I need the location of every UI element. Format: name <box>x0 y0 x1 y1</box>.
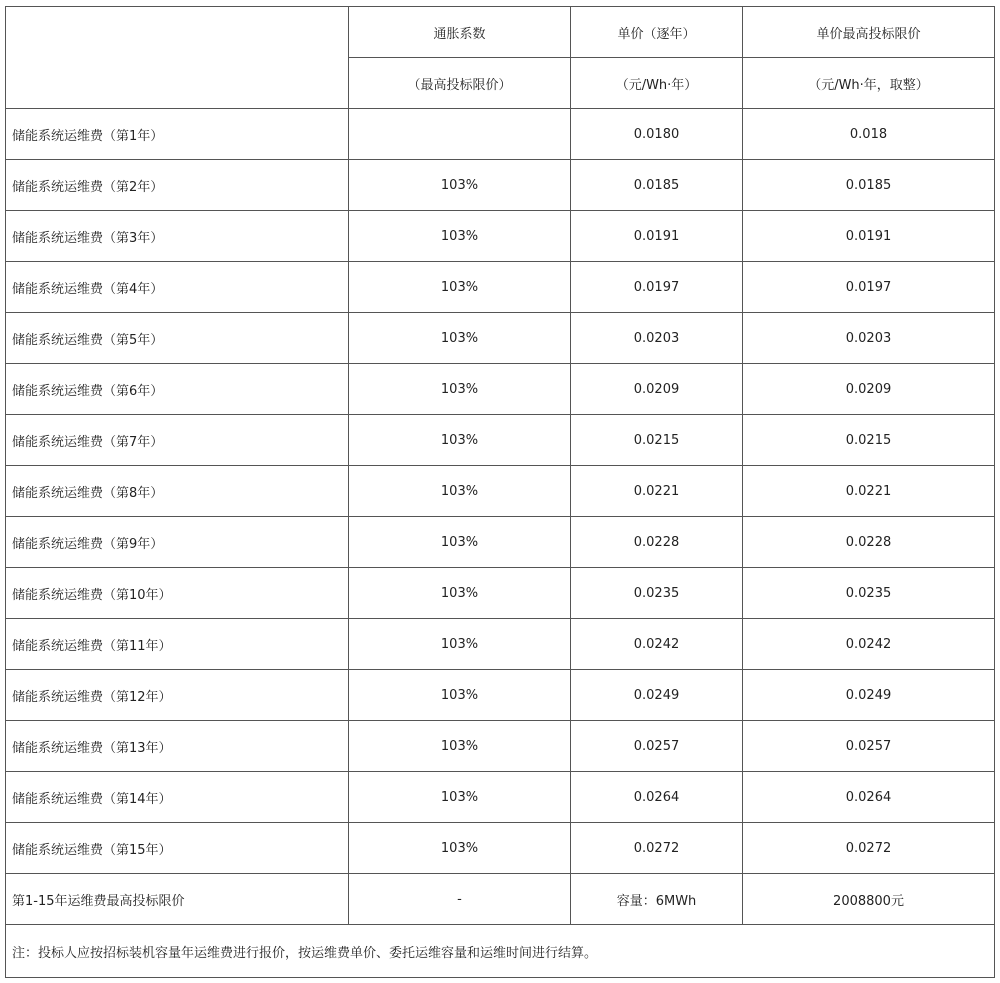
row-unit-price-cell: 0.0257 <box>571 721 743 772</box>
table-row <box>6 517 995 568</box>
row-max-price-cell: 0.0242 <box>743 619 995 670</box>
row-max-price-cell: 0.0272 <box>743 823 995 874</box>
row-inflation-cell: 103% <box>349 823 571 874</box>
row-unit-price-cell: 0.0242 <box>571 619 743 670</box>
row-unit-price-cell: 0.0209 <box>571 364 743 415</box>
header-blank-cell <box>6 7 349 109</box>
row-inflation-cell: 103% <box>349 619 571 670</box>
note-text: 注：投标人应按招标装机容量年运维费进行报价，按运维费单价、委托运维容量和运维时间进行结算。 <box>6 925 995 978</box>
row-unit-price-cell: 0.0272 <box>571 823 743 874</box>
row-item-cell: 储能系统运维费（第15年） <box>6 823 349 874</box>
row-inflation-cell: 103% <box>349 670 571 721</box>
row-inflation-cell: 103% <box>349 415 571 466</box>
header-max-price-sub: （元/Wh·年，取整） <box>743 58 995 109</box>
row-max-price-cell: 0.0197 <box>743 262 995 313</box>
row-inflation-cell: 103% <box>349 772 571 823</box>
row-inflation-cell: 103% <box>349 466 571 517</box>
header-inflation-sub: （最高投标限价） <box>349 58 571 109</box>
row-inflation-cell: 103% <box>349 364 571 415</box>
table-row <box>6 823 995 874</box>
table-row <box>6 670 995 721</box>
row-unit-price-cell: 0.0191 <box>571 211 743 262</box>
summary-capacity-cell: 容量：6MWh <box>571 874 743 925</box>
row-item-cell: 储能系统运维费（第7年） <box>6 415 349 466</box>
row-item-cell: 储能系统运维费（第1年） <box>6 109 349 160</box>
table-row <box>6 313 995 364</box>
header-inflation: 通胀系数 <box>349 7 571 58</box>
row-max-price-cell: 0.0235 <box>743 568 995 619</box>
row-max-price-cell: 0.0257 <box>743 721 995 772</box>
row-max-price-cell: 0.0185 <box>743 160 995 211</box>
row-max-price-cell: 0.0249 <box>743 670 995 721</box>
summary-total-cell: 2008800元 <box>743 874 995 925</box>
table-row <box>6 160 995 211</box>
row-unit-price-cell: 0.0228 <box>571 517 743 568</box>
row-max-price-cell: 0.0228 <box>743 517 995 568</box>
row-max-price-cell: 0.0215 <box>743 415 995 466</box>
row-unit-price-cell: 0.0249 <box>571 670 743 721</box>
row-item-cell: 储能系统运维费（第10年） <box>6 568 349 619</box>
row-max-price-cell: 0.0203 <box>743 313 995 364</box>
row-item-cell: 储能系统运维费（第4年） <box>6 262 349 313</box>
row-item-cell: 储能系统运维费（第14年） <box>6 772 349 823</box>
row-inflation-cell: 103% <box>349 313 571 364</box>
row-max-price-cell: 0.0264 <box>743 772 995 823</box>
row-item-cell: 储能系统运维费（第5年） <box>6 313 349 364</box>
row-unit-price-cell: 0.0203 <box>571 313 743 364</box>
table-row <box>6 568 995 619</box>
table-row <box>6 772 995 823</box>
row-unit-price-cell: 0.0197 <box>571 262 743 313</box>
row-unit-price-cell: 0.0264 <box>571 772 743 823</box>
row-item-cell: 储能系统运维费（第2年） <box>6 160 349 211</box>
table-row <box>6 364 995 415</box>
row-max-price-cell: 0.0191 <box>743 211 995 262</box>
row-unit-price-cell: 0.0185 <box>571 160 743 211</box>
summary-item-cell: 第1-15年运维费最高投标限价 <box>6 874 349 925</box>
header-row-1 <box>6 7 995 58</box>
note-row <box>6 925 995 978</box>
row-inflation-cell: 103% <box>349 160 571 211</box>
table-row <box>6 211 995 262</box>
summary-inflation-cell: - <box>349 874 571 925</box>
table-row <box>6 109 995 160</box>
row-item-cell: 储能系统运维费（第13年） <box>6 721 349 772</box>
row-max-price-cell: 0.0221 <box>743 466 995 517</box>
row-inflation-cell <box>349 109 571 160</box>
row-inflation-cell: 103% <box>349 568 571 619</box>
table-row <box>6 466 995 517</box>
header-unit-price-sub: （元/Wh·年） <box>571 58 743 109</box>
row-max-price-cell: 0.018 <box>743 109 995 160</box>
summary-row <box>6 874 995 925</box>
row-item-cell: 储能系统运维费（第12年） <box>6 670 349 721</box>
row-unit-price-cell: 0.0221 <box>571 466 743 517</box>
row-inflation-cell: 103% <box>349 517 571 568</box>
row-inflation-cell: 103% <box>349 262 571 313</box>
row-unit-price-cell: 0.0235 <box>571 568 743 619</box>
row-inflation-cell: 103% <box>349 211 571 262</box>
table-row <box>6 415 995 466</box>
table-row <box>6 721 995 772</box>
header-unit-price: 单价（逐年） <box>571 7 743 58</box>
row-max-price-cell: 0.0209 <box>743 364 995 415</box>
row-inflation-cell: 103% <box>349 721 571 772</box>
row-unit-price-cell: 0.0215 <box>571 415 743 466</box>
row-unit-price-cell: 0.0180 <box>571 109 743 160</box>
header-max-price: 单价最高投标限价 <box>743 7 995 58</box>
table-row <box>6 619 995 670</box>
row-item-cell: 储能系统运维费（第6年） <box>6 364 349 415</box>
row-item-cell: 储能系统运维费（第11年） <box>6 619 349 670</box>
table-row <box>6 262 995 313</box>
row-item-cell: 储能系统运维费（第9年） <box>6 517 349 568</box>
maintenance-fee-table <box>5 6 995 978</box>
row-item-cell: 储能系统运维费（第8年） <box>6 466 349 517</box>
row-item-cell: 储能系统运维费（第3年） <box>6 211 349 262</box>
